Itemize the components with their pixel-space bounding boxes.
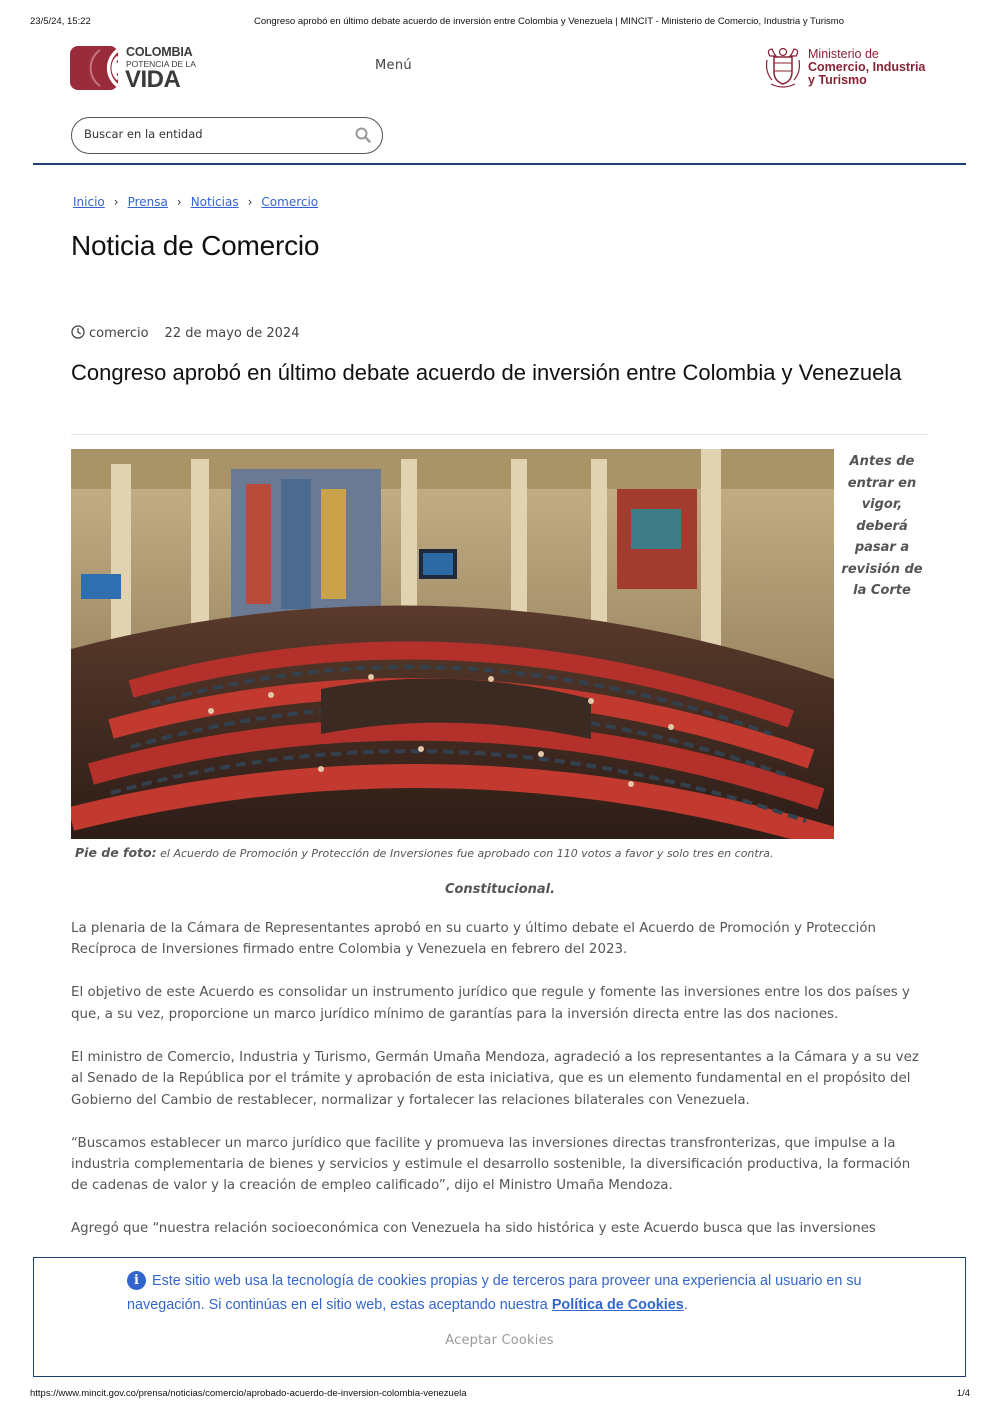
article-paragraph: Agregó que “nuestra relación socioeconómica con Venezuela ha sido histórica y este Acuerdo busca que las inversiones — [71, 1221, 876, 1237]
search-input[interactable] — [84, 127, 344, 141]
print-url: https://www.mincit.gov.co/prensa/noticias/comercio/aprobado-acuerdo-de-inversion-colombia-venezuela — [30, 1388, 467, 1399]
article-photo — [71, 449, 834, 839]
cookie-banner — [33, 1257, 966, 1377]
article-headline: Congreso aprobó en último debate acuerdo de inversión entre Colombia y Venezuela — [71, 360, 902, 385]
print-page-count: 1/4 — [956, 1388, 970, 1399]
article-paragraph: “Buscamos establecer un marco jurídico que facilite y promueva las inversiones directas transfronterizas, que impulse a la industria complementaria de bienes y servicios y estimule el desarrollo sostenible, la diversificación productiva, la formación de cadenas de valor y la creación de empleo calificado”, dijo el Ministro Umaña Mendoza. — [71, 1135, 911, 1194]
info-icon: i — [127, 1271, 146, 1290]
chevron-right-icon: › — [176, 195, 182, 209]
accept-cookies-button[interactable]: Aceptar Cookies — [420, 1333, 580, 1348]
chevron-right-icon: › — [113, 195, 119, 209]
caption-label: Pie de foto: — [75, 845, 157, 860]
clock-icon — [71, 325, 85, 339]
cookie-message-text: Este sitio web usa la tecnología de cookies propias y de terceros para proveer una experiencia al usuario en su navegación. Si continúas en el sitio web, estas aceptando nuestra — [127, 1273, 862, 1313]
search-box — [71, 117, 383, 154]
colombia-logo-mark-icon — [70, 46, 118, 90]
breadcrumb-comercio[interactable]: Comercio — [261, 195, 319, 209]
article-body — [71, 918, 931, 1261]
logo-line-2: POTENCIA DE LA — [126, 59, 196, 69]
ministry-line-2: Comercio, Industria — [808, 60, 926, 74]
coat-of-arms-icon — [764, 46, 802, 88]
mincit-logo[interactable] — [764, 46, 944, 90]
breadcrumb-inicio[interactable]: Inicio — [73, 195, 105, 209]
page-title: Noticia de Comercio — [71, 230, 320, 261]
breadcrumb — [73, 195, 318, 209]
article-category: comercio — [89, 326, 149, 341]
article-side-quote: Antes de entrar en vigor, deberá pasar a revisión de la Corte — [841, 454, 923, 598]
logo-line-3: VIDA — [125, 66, 181, 93]
print-datetime: 23/5/24, 15:22 — [30, 16, 91, 27]
breadcrumb-prensa[interactable]: Prensa — [127, 195, 168, 209]
chevron-right-icon: › — [247, 195, 253, 209]
photo-caption — [75, 845, 773, 860]
article-meta — [71, 325, 299, 341]
cookie-message-end: . — [683, 1297, 688, 1313]
colombia-potencia-logo[interactable] — [70, 44, 200, 94]
ministry-line-3: y Turismo — [808, 73, 867, 87]
headline-divider — [71, 434, 928, 435]
breadcrumb-noticias[interactable]: Noticias — [190, 195, 239, 209]
header-divider — [33, 163, 966, 165]
caption-tail: Constitucional. — [444, 882, 556, 897]
cookie-message — [127, 1269, 887, 1317]
caption-text: el Acuerdo de Promoción y Protección de Inversiones fue aprobado con 110 votos a favor y solo tres en contra. — [156, 847, 774, 860]
article-date: 22 de mayo de 2024 — [164, 326, 300, 341]
ministry-line-1: Ministerio de — [808, 47, 879, 61]
article-paragraph: El objetivo de este Acuerdo es consolidar un instrumento jurídico que regule y fomente las inversiones entre los dos países y que, a su vez, proporcione un marco jurídico mínimo de garantías para la inversión directa entre las dos naciones. — [71, 985, 910, 1022]
print-page-title: Congreso aprobó en último debate acuerdo de inversión entre Colombia y Venezuela | MINCIT - Ministerio de Comercio, Industria y Turismo — [254, 16, 844, 27]
cookie-policy-link[interactable]: Política de Cookies — [551, 1297, 684, 1313]
article-paragraph: El ministro de Comercio, Industria y Turismo, Germán Umaña Mendoza, agradeció a los representantes a la Cámara y a su vez al Senado de la República por el trámite y aprobación de esta iniciativa, que es un elemento fundamental en el propósito del Gobierno del Cambio de restablecer, normalizar y fortalecer las relaciones bilaterales con Venezuela. — [71, 1049, 919, 1108]
search-icon[interactable] — [355, 127, 371, 143]
article-paragraph: La plenaria de la Cámara de Representantes aprobó en su cuarto y último debate el Acuerdo de Promoción y Protección Recíproca de Inversiones firmado entre Colombia y Venezuela en febrero del 2023. — [71, 921, 876, 958]
menu-button[interactable]: Menú — [375, 58, 412, 73]
logo-line-1: COLOMBIA — [126, 45, 193, 59]
congress-chamber-image — [71, 449, 834, 839]
